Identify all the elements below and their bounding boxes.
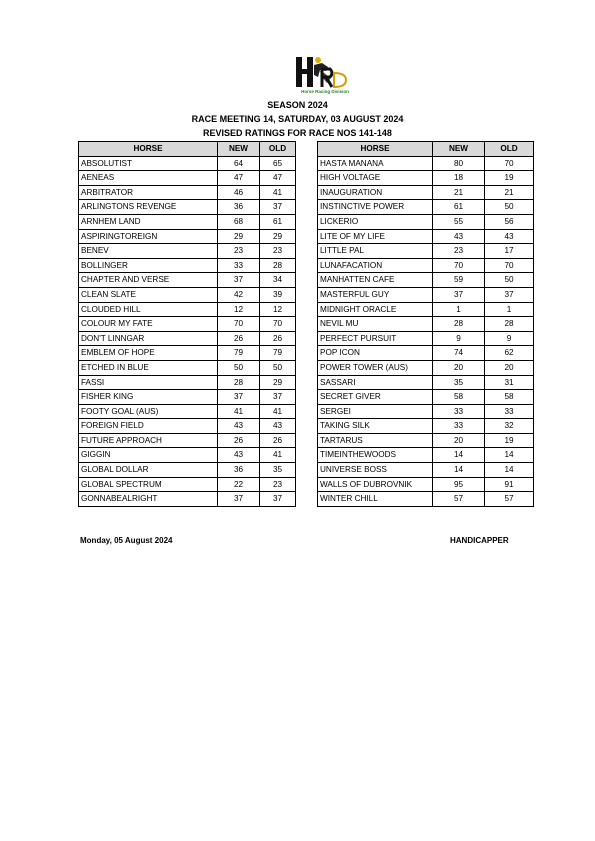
col-header-new: NEW xyxy=(218,142,260,157)
horse-name-cell: PERFECT PURSUIT xyxy=(318,331,433,346)
new-rating-cell: 23 xyxy=(433,244,485,259)
new-rating-cell: 14 xyxy=(433,448,485,463)
new-rating-cell: 95 xyxy=(433,477,485,492)
new-rating-cell: 20 xyxy=(433,360,485,375)
horse-name-cell: HIGH VOLTAGE xyxy=(318,171,433,186)
table-row xyxy=(79,156,296,171)
old-rating-cell: 35 xyxy=(260,463,296,478)
horse-name-cell: MANHATTEN CAFE xyxy=(318,273,433,288)
old-rating-cell: 65 xyxy=(260,156,296,171)
ratings-title: REVISED RATINGS FOR RACE NOS 141-148 xyxy=(203,128,392,138)
old-rating-cell: 58 xyxy=(485,390,534,405)
table-row xyxy=(318,448,534,463)
horse-name-cell: CLEAN SLATE xyxy=(79,287,218,302)
old-rating-cell: 43 xyxy=(485,229,534,244)
horse-name-cell: INAUGURATION xyxy=(318,185,433,200)
table-row xyxy=(79,331,296,346)
table-row xyxy=(79,287,296,302)
table-row xyxy=(318,477,534,492)
horse-name-cell: INSTINCTIVE POWER xyxy=(318,200,433,215)
table-row xyxy=(318,360,534,375)
new-rating-cell: 37 xyxy=(433,287,485,302)
horse-name-cell: POP ICON xyxy=(318,346,433,361)
horse-name-cell: FUTURE APPROACH xyxy=(79,433,218,448)
horse-name-cell: GLOBAL SPECTRUM xyxy=(79,477,218,492)
table-row xyxy=(79,258,296,273)
old-rating-cell: 61 xyxy=(260,214,296,229)
new-rating-cell: 68 xyxy=(218,214,260,229)
old-rating-cell: 1 xyxy=(485,302,534,317)
table-header-row xyxy=(79,142,296,157)
new-rating-cell: 21 xyxy=(433,185,485,200)
old-rating-cell: 26 xyxy=(260,331,296,346)
table-row xyxy=(79,433,296,448)
table-row xyxy=(79,229,296,244)
old-rating-cell: 37 xyxy=(260,200,296,215)
horse-name-cell: UNIVERSE BOSS xyxy=(318,463,433,478)
new-rating-cell: 58 xyxy=(433,390,485,405)
old-rating-cell: 62 xyxy=(485,346,534,361)
old-rating-cell: 47 xyxy=(260,171,296,186)
col-header-old: OLD xyxy=(260,142,296,157)
table-row xyxy=(79,317,296,332)
horse-name-cell: POWER TOWER (AUS) xyxy=(318,360,433,375)
horse-name-cell: ARBITRATOR xyxy=(79,185,218,200)
old-rating-cell: 37 xyxy=(260,390,296,405)
horse-name-cell: WINTER CHILL xyxy=(318,492,433,507)
table-row xyxy=(318,229,534,244)
new-rating-cell: 1 xyxy=(433,302,485,317)
old-rating-cell: 17 xyxy=(485,244,534,259)
old-rating-cell: 21 xyxy=(485,185,534,200)
horse-name-cell: EMBLEM OF HOPE xyxy=(79,346,218,361)
new-rating-cell: 64 xyxy=(218,156,260,171)
horse-name-cell: WALLS OF DUBROVNIK xyxy=(318,477,433,492)
old-rating-cell: 28 xyxy=(260,258,296,273)
horse-name-cell: ARLINGTONS REVENGE xyxy=(79,200,218,215)
horse-name-cell: FOOTY GOAL (AUS) xyxy=(79,404,218,419)
table-row xyxy=(318,302,534,317)
horse-name-cell: LITE OF MY LIFE xyxy=(318,229,433,244)
new-rating-cell: 18 xyxy=(433,171,485,186)
new-rating-cell: 33 xyxy=(218,258,260,273)
table-row xyxy=(79,477,296,492)
old-rating-cell: 31 xyxy=(485,375,534,390)
col-header-horse: HORSE xyxy=(79,142,218,157)
table-row xyxy=(318,492,534,507)
old-rating-cell: 29 xyxy=(260,375,296,390)
old-rating-cell: 50 xyxy=(485,273,534,288)
old-rating-cell: 50 xyxy=(260,360,296,375)
old-rating-cell: 79 xyxy=(260,346,296,361)
new-rating-cell: 41 xyxy=(218,404,260,419)
horse-name-cell: CLOUDED HILL xyxy=(79,302,218,317)
new-rating-cell: 35 xyxy=(433,375,485,390)
new-rating-cell: 14 xyxy=(433,463,485,478)
new-rating-cell: 59 xyxy=(433,273,485,288)
new-rating-cell: 26 xyxy=(218,331,260,346)
old-rating-cell: 23 xyxy=(260,244,296,259)
season-title: SEASON 2024 xyxy=(267,100,328,110)
table-row xyxy=(318,433,534,448)
new-rating-cell: 79 xyxy=(218,346,260,361)
old-rating-cell: 28 xyxy=(485,317,534,332)
new-rating-cell: 70 xyxy=(433,258,485,273)
old-rating-cell: 14 xyxy=(485,463,534,478)
table-row xyxy=(79,448,296,463)
table-row xyxy=(79,492,296,507)
new-rating-cell: 47 xyxy=(218,171,260,186)
old-rating-cell: 43 xyxy=(260,419,296,434)
table-row xyxy=(318,200,534,215)
old-rating-cell: 41 xyxy=(260,185,296,200)
horse-name-cell: GIGGIN xyxy=(79,448,218,463)
old-rating-cell: 91 xyxy=(485,477,534,492)
new-rating-cell: 33 xyxy=(433,419,485,434)
table-row xyxy=(79,171,296,186)
old-rating-cell: 12 xyxy=(260,302,296,317)
horse-name-cell: TAKING SILK xyxy=(318,419,433,434)
new-rating-cell: 37 xyxy=(218,273,260,288)
table-row xyxy=(79,375,296,390)
table-row xyxy=(79,390,296,405)
new-rating-cell: 46 xyxy=(218,185,260,200)
table-row xyxy=(318,331,534,346)
new-rating-cell: 20 xyxy=(433,433,485,448)
new-rating-cell: 43 xyxy=(433,229,485,244)
table-row xyxy=(79,360,296,375)
new-rating-cell: 9 xyxy=(433,331,485,346)
table-row xyxy=(318,390,534,405)
old-rating-cell: 41 xyxy=(260,404,296,419)
logo-subtitle: Horse Racing Division xyxy=(301,89,349,94)
table-row xyxy=(79,419,296,434)
horse-name-cell: MASTERFUL GUY xyxy=(318,287,433,302)
col-header-old: OLD xyxy=(485,142,534,157)
new-rating-cell: 28 xyxy=(218,375,260,390)
new-rating-cell: 37 xyxy=(218,492,260,507)
horse-name-cell: FOREIGN FIELD xyxy=(79,419,218,434)
new-rating-cell: 28 xyxy=(433,317,485,332)
horse-name-cell: ETCHED IN BLUE xyxy=(79,360,218,375)
table-row xyxy=(79,244,296,259)
new-rating-cell: 57 xyxy=(433,492,485,507)
table-row xyxy=(318,273,534,288)
new-rating-cell: 80 xyxy=(433,156,485,171)
horse-name-cell: GLOBAL DOLLAR xyxy=(79,463,218,478)
table-row xyxy=(318,375,534,390)
new-rating-cell: 50 xyxy=(218,360,260,375)
old-rating-cell: 9 xyxy=(485,331,534,346)
ratings-table-left xyxy=(78,141,296,507)
horse-name-cell: FASSI xyxy=(79,375,218,390)
horse-name-cell: ARNHEM LAND xyxy=(79,214,218,229)
table-row xyxy=(79,185,296,200)
old-rating-cell: 41 xyxy=(260,448,296,463)
horse-name-cell: HASTA MANANA xyxy=(318,156,433,171)
table-row xyxy=(79,463,296,478)
new-rating-cell: 23 xyxy=(218,244,260,259)
horse-name-cell: TARTARUS xyxy=(318,433,433,448)
new-rating-cell: 36 xyxy=(218,200,260,215)
new-rating-cell: 70 xyxy=(218,317,260,332)
table-row xyxy=(318,258,534,273)
horse-name-cell: BOLLINGER xyxy=(79,258,218,273)
old-rating-cell: 37 xyxy=(260,492,296,507)
old-rating-cell: 70 xyxy=(485,258,534,273)
horse-name-cell: ASPIRINGTOREIGN xyxy=(79,229,218,244)
table-row xyxy=(79,302,296,317)
old-rating-cell: 19 xyxy=(485,171,534,186)
table-row xyxy=(318,244,534,259)
ratings-table-right xyxy=(317,141,534,507)
footer-signature: HANDICAPPER xyxy=(450,536,509,545)
horse-name-cell: ABSOLUTIST xyxy=(79,156,218,171)
table-row xyxy=(318,419,534,434)
horse-name-cell: FISHER KING xyxy=(79,390,218,405)
horse-name-cell: SERGEI xyxy=(318,404,433,419)
old-rating-cell: 26 xyxy=(260,433,296,448)
new-rating-cell: 36 xyxy=(218,463,260,478)
table-row xyxy=(318,463,534,478)
old-rating-cell: 39 xyxy=(260,287,296,302)
old-rating-cell: 70 xyxy=(260,317,296,332)
new-rating-cell: 43 xyxy=(218,448,260,463)
horse-name-cell: NEVIL MU xyxy=(318,317,433,332)
horse-name-cell: AENEAS xyxy=(79,171,218,186)
horse-name-cell: DON'T LINNGAR xyxy=(79,331,218,346)
horse-name-cell: LITTLE PAL xyxy=(318,244,433,259)
new-rating-cell: 29 xyxy=(218,229,260,244)
table-header-row xyxy=(318,142,534,157)
table-row xyxy=(79,214,296,229)
meeting-title: RACE MEETING 14, SATURDAY, 03 AUGUST 2024 xyxy=(191,114,404,124)
new-rating-cell: 43 xyxy=(218,419,260,434)
table-row xyxy=(79,346,296,361)
table-row xyxy=(79,404,296,419)
old-rating-cell: 20 xyxy=(485,360,534,375)
new-rating-cell: 55 xyxy=(433,214,485,229)
old-rating-cell: 70 xyxy=(485,156,534,171)
new-rating-cell: 74 xyxy=(433,346,485,361)
old-rating-cell: 29 xyxy=(260,229,296,244)
horse-name-cell: CHAPTER AND VERSE xyxy=(79,273,218,288)
old-rating-cell: 23 xyxy=(260,477,296,492)
table-row xyxy=(318,156,534,171)
horse-name-cell: LUNAFACATION xyxy=(318,258,433,273)
old-rating-cell: 34 xyxy=(260,273,296,288)
old-rating-cell: 50 xyxy=(485,200,534,215)
old-rating-cell: 32 xyxy=(485,419,534,434)
table-row xyxy=(318,404,534,419)
table-row xyxy=(318,171,534,186)
horse-name-cell: MIDNIGHT ORACLE xyxy=(318,302,433,317)
horse-name-cell: TIMEINTHEWOODS xyxy=(318,448,433,463)
table-row xyxy=(318,214,534,229)
table-row xyxy=(318,317,534,332)
horse-name-cell: COLOUR MY FATE xyxy=(79,317,218,332)
old-rating-cell: 14 xyxy=(485,448,534,463)
table-row xyxy=(79,200,296,215)
horse-name-cell: LICKERIO xyxy=(318,214,433,229)
new-rating-cell: 22 xyxy=(218,477,260,492)
footer-date: Monday, 05 August 2024 xyxy=(80,536,173,545)
new-rating-cell: 12 xyxy=(218,302,260,317)
horse-name-cell: BENEV xyxy=(79,244,218,259)
old-rating-cell: 57 xyxy=(485,492,534,507)
new-rating-cell: 26 xyxy=(218,433,260,448)
col-header-new: NEW xyxy=(433,142,485,157)
horse-name-cell: SASSARI xyxy=(318,375,433,390)
new-rating-cell: 37 xyxy=(218,390,260,405)
horse-name-cell: SECRET GIVER xyxy=(318,390,433,405)
new-rating-cell: 61 xyxy=(433,200,485,215)
old-rating-cell: 19 xyxy=(485,433,534,448)
old-rating-cell: 56 xyxy=(485,214,534,229)
new-rating-cell: 42 xyxy=(218,287,260,302)
old-rating-cell: 33 xyxy=(485,404,534,419)
new-rating-cell: 33 xyxy=(433,404,485,419)
table-row xyxy=(318,346,534,361)
old-rating-cell: 37 xyxy=(485,287,534,302)
table-row xyxy=(79,273,296,288)
table-row xyxy=(318,287,534,302)
table-row xyxy=(318,185,534,200)
horse-name-cell: GONNABEALRIGHT xyxy=(79,492,218,507)
col-header-horse: HORSE xyxy=(318,142,433,157)
